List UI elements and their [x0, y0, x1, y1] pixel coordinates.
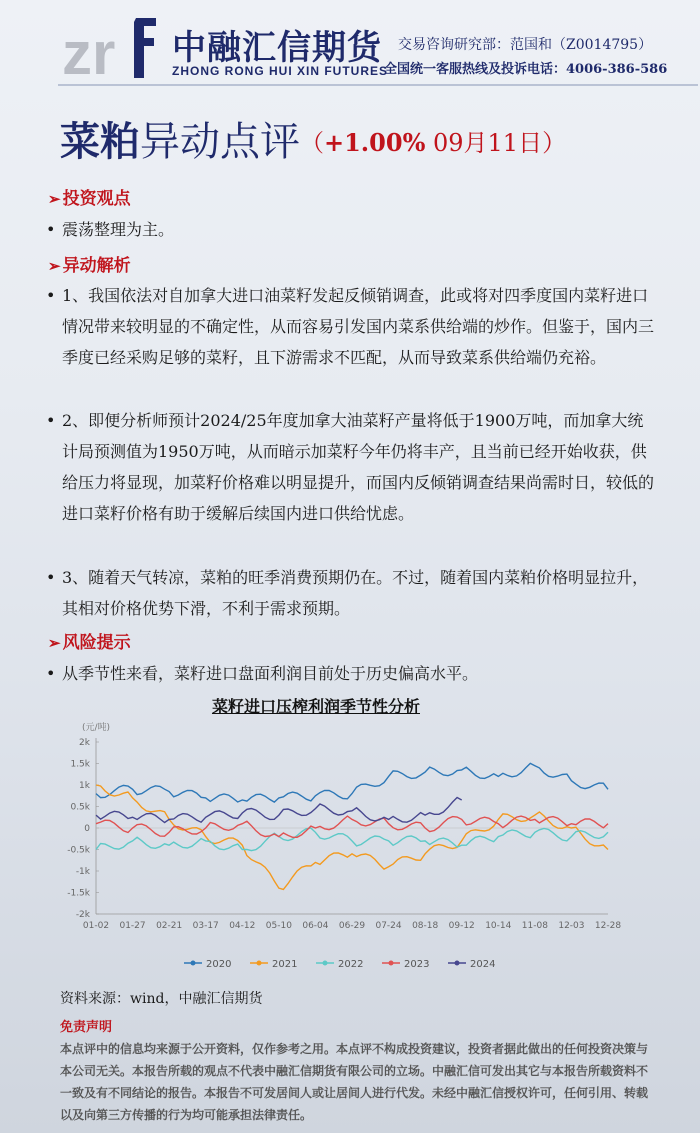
y-tick-label: -0.5k	[67, 845, 90, 856]
title-date: 09月11日）	[425, 129, 567, 157]
legend-marker-2024	[455, 961, 460, 966]
y-tick-label: -1k	[75, 867, 90, 877]
risk-item: • 从季节性来看，菜籽进口盘面利润目前处于历史偏高水平。	[46, 658, 658, 689]
legend-label-2020: 2020	[206, 959, 232, 970]
x-tick-label: 06-04	[302, 921, 329, 931]
x-tick-label: 08-18	[412, 921, 439, 931]
y-tick-label: -2k	[75, 910, 90, 920]
disclaimer-title: 免责声明	[60, 1020, 113, 1035]
section-analysis-title: ➢ 异动解析	[48, 256, 131, 276]
x-tick-label: 01-27	[119, 921, 146, 931]
section-risk-title: ➢ 风险提示	[48, 633, 131, 653]
data-source: 资料来源：wind，中融汇信期货	[60, 991, 263, 1007]
legend-marker-2021	[257, 961, 262, 966]
legend-label-2021: 2021	[272, 959, 298, 970]
seasonal-profit-chart	[60, 716, 640, 978]
legend-label-2023: 2023	[404, 959, 430, 970]
analysis-item-3: • 3、随着天气转凉，菜粕的旺季消费预期仍在。不过，随着国内菜粕价格明显拉升，其相对价格优势下滑，不利于需求预期。	[46, 562, 658, 624]
y-tick-label: -1.5k	[67, 888, 90, 899]
bullet-icon: •	[46, 664, 56, 683]
title-product: 菜粕	[60, 119, 140, 165]
analyst-contact: 交易咨询研究部：范国和（Z0014795）	[398, 37, 653, 53]
arrow-icon: ➢	[48, 190, 61, 208]
company-logo-icon	[62, 12, 162, 80]
bullet-icon: •	[46, 286, 56, 305]
x-tick-label: 06-29	[338, 921, 366, 931]
x-tick-label: 03-17	[192, 921, 219, 931]
chart-title: 菜籽进口压榨利润季节性分析	[211, 697, 420, 716]
x-tick-label: 09-12	[448, 921, 475, 931]
legend-label-2022: 2022	[338, 959, 364, 970]
legend-marker-2022	[323, 961, 328, 966]
arrow-icon: ➢	[48, 257, 61, 275]
legend-marker-2023	[389, 961, 394, 966]
view-item: • 震荡整理为主。	[46, 214, 658, 245]
title-type: 异动点评	[140, 119, 300, 165]
x-tick-label: 11-08	[521, 921, 548, 931]
header-divider	[58, 84, 698, 86]
y-tick-label: 2k	[79, 738, 90, 748]
arrow-icon: ➢	[48, 634, 61, 652]
bullet-icon: •	[46, 411, 56, 430]
y-axis-label: (元/吨)	[82, 723, 111, 733]
title-change: +1.00%	[324, 128, 426, 157]
bullet-icon: •	[46, 568, 56, 587]
x-tick-label: 04-12	[229, 921, 256, 931]
series-line-2022	[96, 828, 608, 851]
x-tick-label: 10-14	[485, 921, 512, 931]
analysis-item-2: • 2、即便分析师预计2024/25年度加拿大油菜籽产量将低于1900万吨，而加拿大统计局预测值为1950万吨，从而暗示加菜籽今年仍将丰产，且当前已经开始收获，供给压力将显现，加菜籽价格难以明显提升，而国内反倾销调查结果尚需时日，较低的进口菜籽价格有助于缓解后续国内进口供给忧虑。	[46, 405, 658, 529]
y-tick-label: 1.5k	[70, 759, 90, 770]
analysis-item-1: • 1、我国依法对自加拿大进口油菜籽发起反倾销调查，此或将对四季度国内菜籽进口情况带来较明显的不确定性，从而容易引发国内菜系供给端的炒作。但鉴于，国内三季度已经采购足够的菜籽，且下游需求不匹配，从而导致菜系供给端仍充裕。	[46, 280, 658, 373]
service-hotline: 全国统一客服热线及投诉电话：4006-386-586	[384, 62, 668, 77]
x-tick-label: 07-24	[375, 921, 402, 931]
logo-chinese-name: 中融汇信期货	[172, 28, 382, 68]
logo-english-name: ZHONG RONG HUI XIN FUTURES	[172, 64, 389, 78]
x-tick-label: 12-03	[558, 921, 585, 931]
y-tick-label: 0	[84, 824, 90, 834]
y-tick-label: 1k	[79, 781, 90, 791]
page-title	[60, 110, 566, 166]
title-paren: （	[300, 129, 324, 157]
x-tick-label: 05-10	[265, 921, 292, 931]
legend-marker-2020	[191, 961, 196, 966]
bullet-icon: •	[46, 220, 56, 239]
legend-label-2024: 2024	[470, 959, 496, 970]
section-view-title: ➢ 投资观点	[48, 189, 131, 209]
svg-text:zr: zr	[62, 20, 116, 80]
disclaimer-text: 本点评中的信息均来源于公开资料，仅作参考之用。本点评不构成投资建议，投资者据此做出的任何投资决策与本公司无关。本报告所载的观点不代表中融汇信期货有限公司的立场。中融汇信可发出其它与本报告所载资料不一致及有不同结论的报告。本报告不可发居间人或让居间人进行代发。未经中融汇信授权许可，任何引用、转载以及向第三方传播的行为均可能承担法律责任。	[60, 1042, 649, 1122]
x-tick-label: 01-02	[82, 921, 110, 931]
y-tick-label: 0.5k	[70, 802, 90, 813]
x-tick-label: 02-21	[156, 921, 183, 931]
series-line-2020	[96, 763, 608, 802]
x-tick-label: 12-28	[594, 921, 622, 931]
series-line-2024	[96, 798, 462, 823]
